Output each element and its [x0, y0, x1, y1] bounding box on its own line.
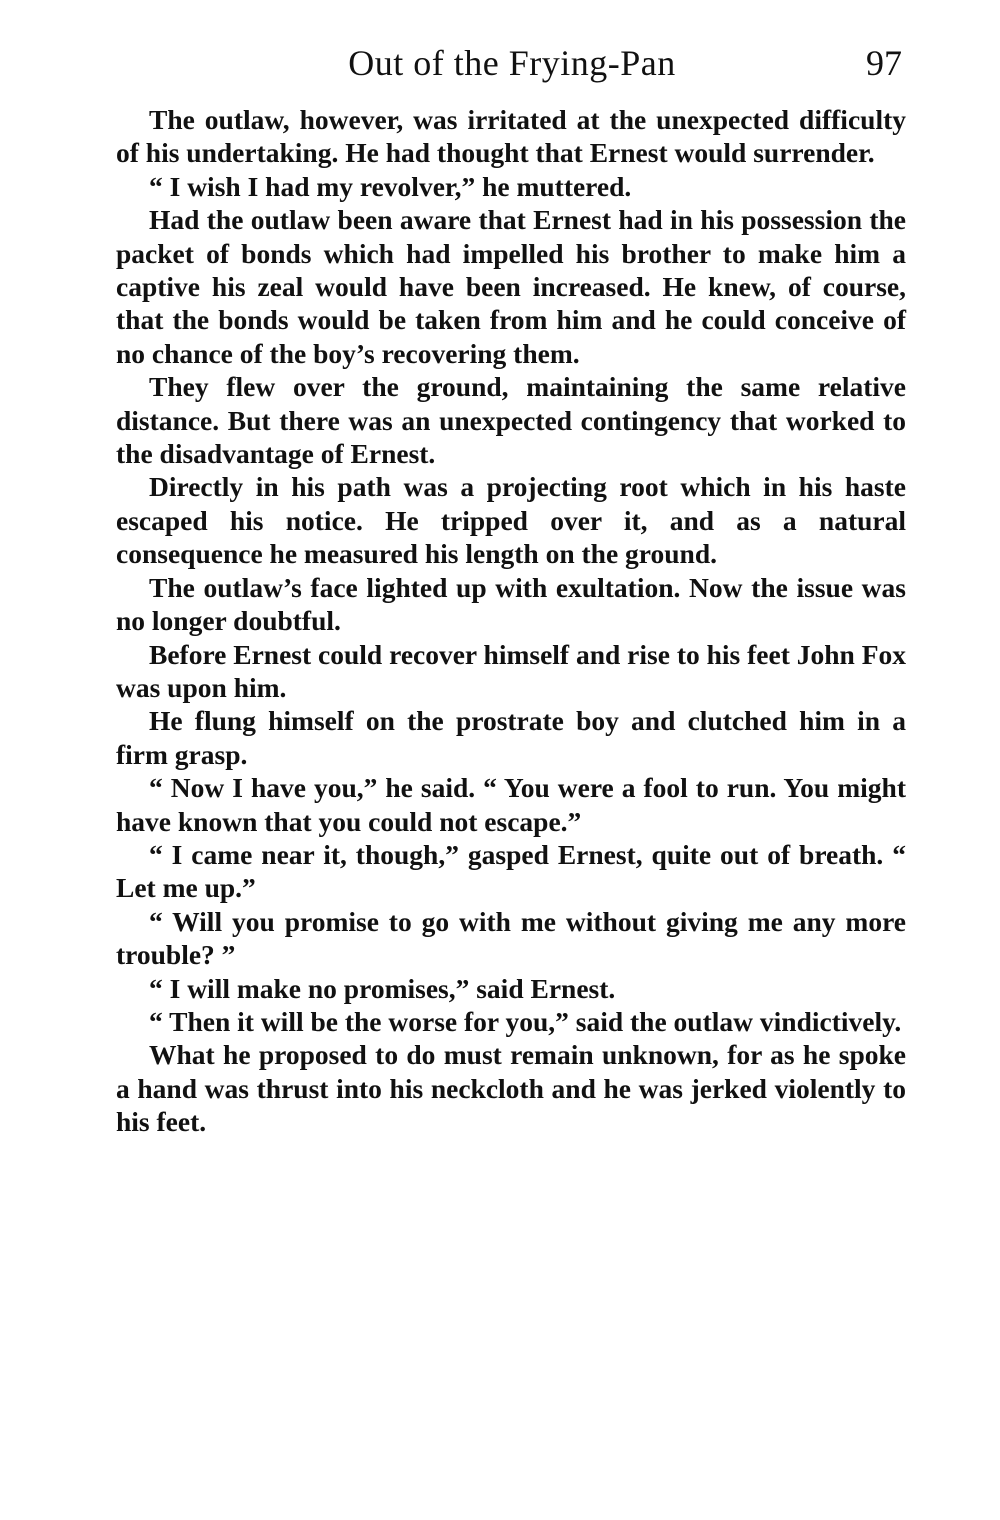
paragraph-9: “ Now I have you,” he said. “ You were a fool to run. You might have known that you could not escape.” — [116, 772, 906, 837]
paragraph-11: “ Will you promise to go with me without giving me any more trouble? ” — [116, 905, 906, 971]
paragraph-3: Had the outlaw been aware that Ernest had in his possession the packet of bonds which had impelled his brother to make him a captive his zeal would have been increased. He knew, of course, that the bonds would be taken from him and he could conceive of no chance of the boy’s recovering them. — [116, 204, 906, 369]
paragraph-5: Directly in his path was a projecting root which in his haste escaped his notice. He tripped over it, and as a natural consequence he measured his length on the ground. — [116, 471, 906, 570]
paragraph-6: The outlaw’s face lighted up with exultation. Now the issue was no longer doubtful. — [116, 571, 906, 637]
running-title: Out of the Frying-Pan — [348, 43, 676, 83]
paragraph-10: “ I came near it, though,” gasped Ernest, quite out of breath. “ Let me up.” — [116, 838, 906, 904]
paragraph-13: “ Then it will be the worse for you,” said the outlaw vindictively. — [149, 1005, 902, 1037]
paragraph-2: “ I wish I had my revolver,” he muttered. — [149, 170, 632, 202]
paragraph-8: He flung himself on the prostrate boy and clutched him in a firm grasp. — [116, 705, 906, 770]
running-head — [116, 38, 908, 88]
page-number: 97 — [866, 43, 902, 83]
paragraph-7: Before Ernest could recover himself and rise to his feet John Fox was upon him. — [116, 638, 906, 703]
paragraph-4: They flew over the ground, maintaining the same relative distance. But there was an unexpected contingency that worked to the disadvantage of Ernest. — [116, 371, 906, 470]
paragraph-1: The outlaw, however, was irritated at the unexpected difficulty of his undertaking. He had thought that Ernest would surrender. — [116, 104, 906, 169]
paragraph-12: “ I will make no promises,” said Ernest. — [149, 972, 616, 1004]
paragraph-14: What he proposed to do must remain unknown, for as he spoke a hand was thrust into his neckcloth and he was jerked violently to his feet. — [116, 1039, 906, 1138]
body-text — [116, 103, 906, 1139]
